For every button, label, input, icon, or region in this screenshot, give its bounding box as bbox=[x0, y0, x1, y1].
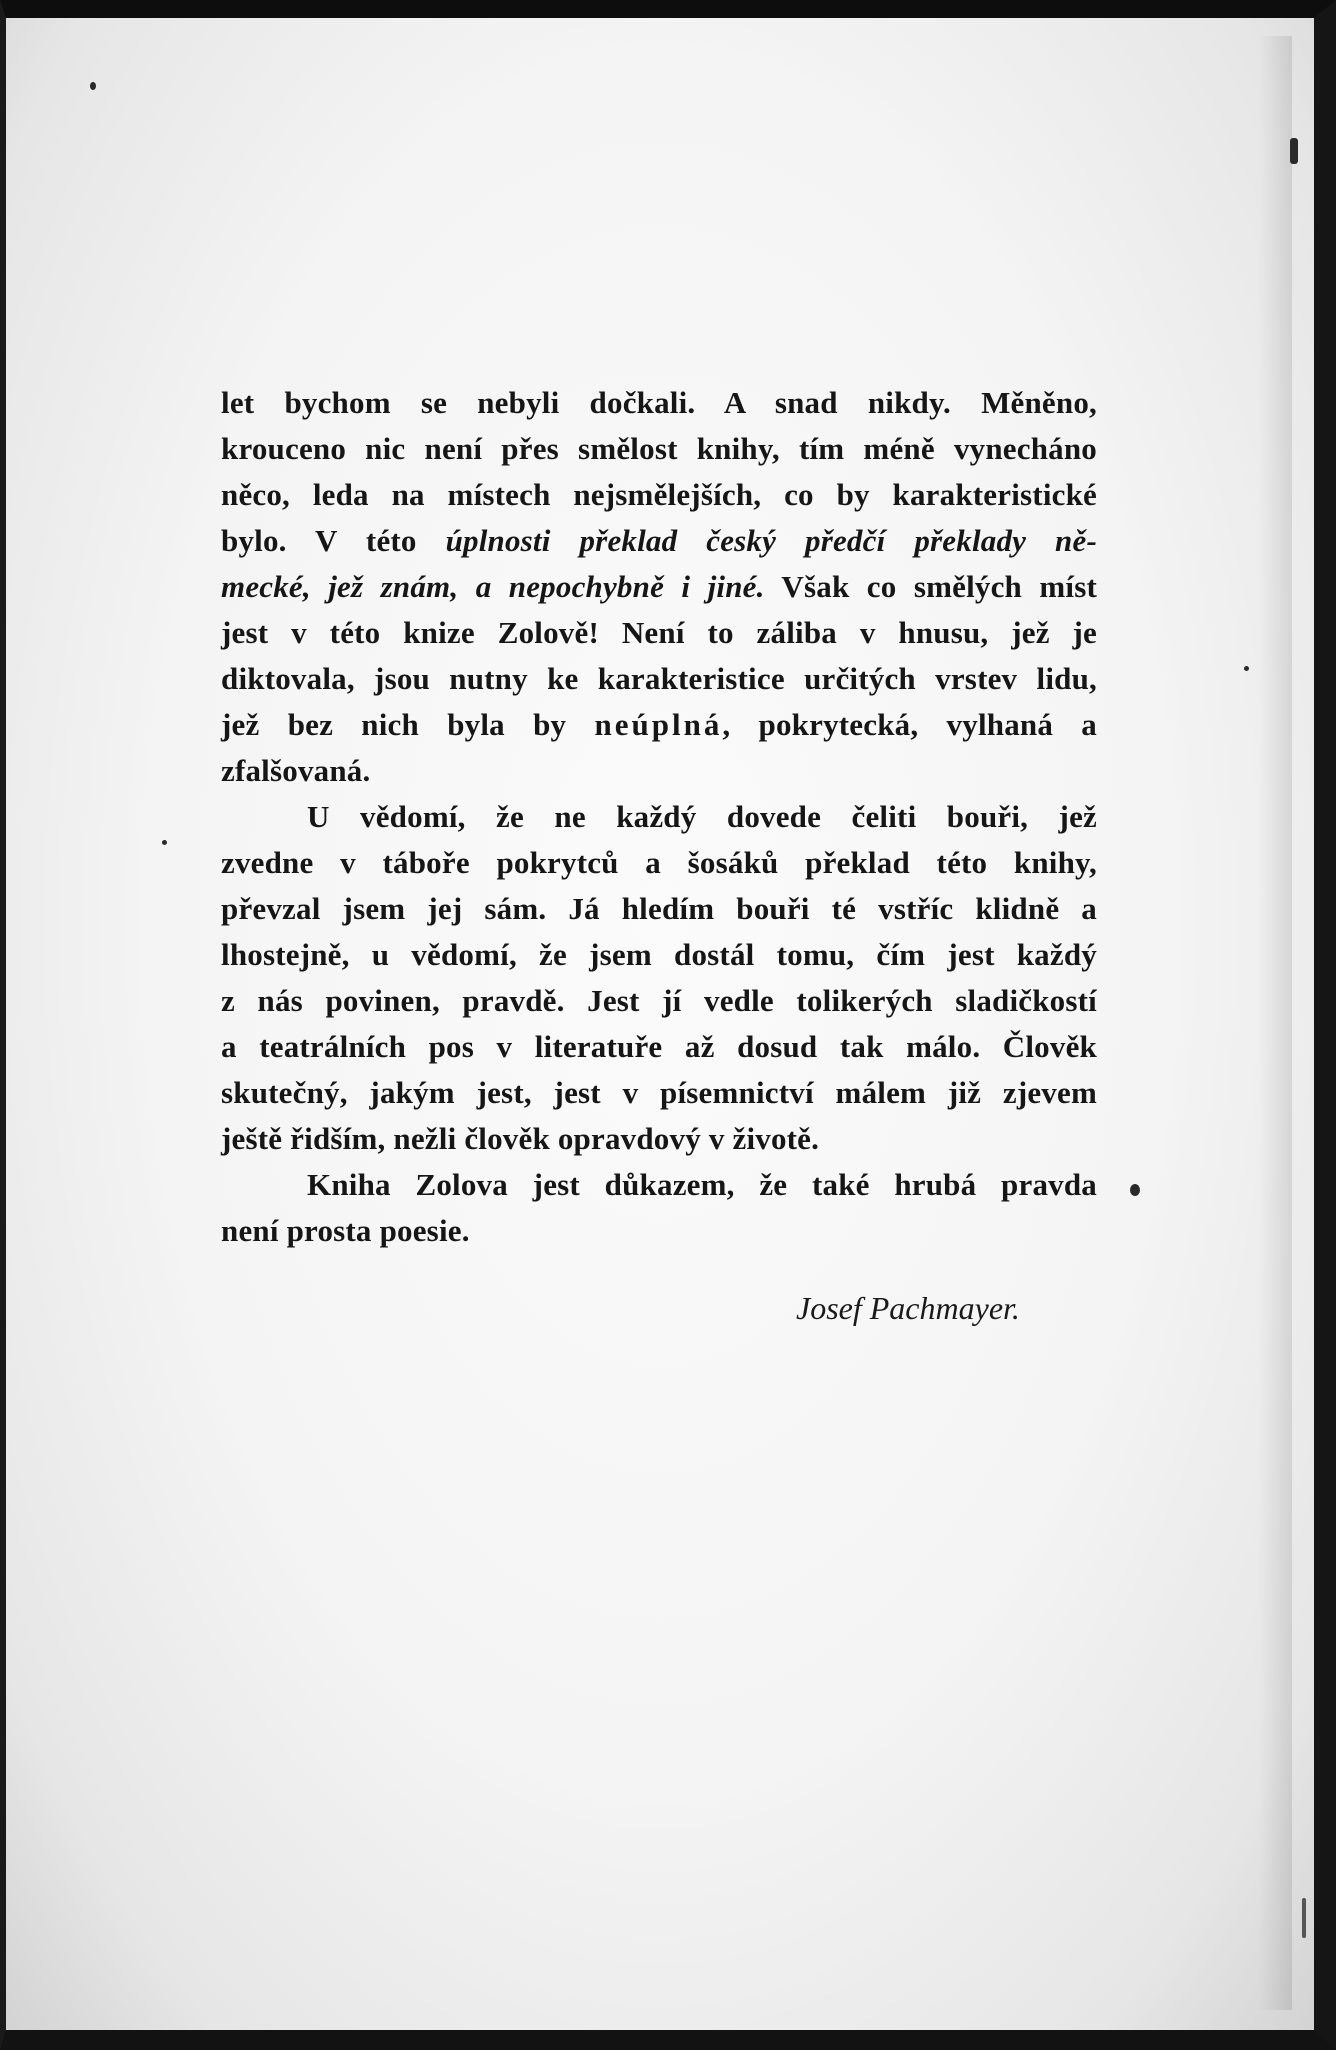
italic-emphasis: úplnosti překlad český předčí překlady ně- bbox=[445, 523, 1097, 558]
text-line: zfalšovaná. bbox=[221, 753, 371, 788]
scan-speck bbox=[1302, 1898, 1306, 1938]
text-line: něco, leda na místech nejsmělejších, co by karakteristické bbox=[221, 477, 1097, 512]
scan-speck bbox=[90, 82, 96, 90]
page-edge-shadow bbox=[1258, 36, 1292, 2010]
paragraph-3 bbox=[221, 1162, 1097, 1254]
text-line bbox=[221, 564, 1097, 610]
text-line: lhostejně, u vědomí, že jsem dostál tomu, čím jest každý bbox=[221, 937, 1097, 972]
text-line: není prosta poesie. bbox=[221, 1213, 470, 1248]
text-line: Kniha Zolova jest důkazem, že také hrubá pravda bbox=[307, 1167, 1097, 1202]
text-line: zvedne v táboře pokrytců a šosáků překlad této knihy, bbox=[221, 845, 1097, 880]
text-line: jest v této knize Zolově! Není to záliba v hnusu, jež je bbox=[221, 615, 1097, 650]
spaced-emphasis: neúplná bbox=[594, 707, 723, 742]
paragraph-2 bbox=[221, 794, 1097, 1162]
paragraph-1 bbox=[221, 380, 1097, 794]
text-line: ještě řidším, nežli člověk opravdový v životě. bbox=[221, 1121, 820, 1156]
scan-speck bbox=[1130, 1184, 1140, 1196]
text-line: a teatrálních pos v literatuře až dosud tak málo. Člověk bbox=[221, 1029, 1097, 1064]
text-line bbox=[221, 702, 1097, 748]
scan-speck bbox=[1290, 138, 1298, 164]
text-line: let bychom se nebyli dočkali. A snad nikdy. Měněno, bbox=[221, 385, 1097, 420]
body-text bbox=[221, 380, 1097, 1254]
text-line: diktovala, jsou nutny ke karakteristice určitých vrstev lidu, bbox=[221, 661, 1097, 696]
author-signature: Josef Pachmayer. bbox=[796, 1290, 1020, 1326]
text-segment: , pokrytecká, vylhaná a bbox=[722, 707, 1097, 742]
text-segment: Však co smělých míst bbox=[764, 569, 1097, 604]
scan-speck bbox=[1244, 666, 1249, 671]
scan-speck bbox=[162, 840, 167, 845]
text-segment: jež bez nich byla by bbox=[221, 707, 595, 742]
text-line bbox=[221, 518, 1097, 564]
text-line: U vědomí, že ne každý dovede čeliti bouři, jež bbox=[307, 799, 1097, 834]
text-line: převzal jsem jej sám. Já hledím bouři té vstříc klidně a bbox=[221, 891, 1097, 926]
italic-emphasis: mecké, jež znám, a nepochybně i jiné. bbox=[221, 569, 765, 604]
text-segment: bylo. V této bbox=[221, 523, 446, 558]
text-line: z nás povinen, pravdě. Jest jí vedle tolikerých sladičkostí bbox=[221, 983, 1097, 1018]
text-line: skutečný, jakým jest, jest v písemnictví málem již zjevem bbox=[221, 1075, 1097, 1110]
text-line: krouceno nic není přes smělost knihy, tím méně vynecháno bbox=[221, 431, 1097, 466]
